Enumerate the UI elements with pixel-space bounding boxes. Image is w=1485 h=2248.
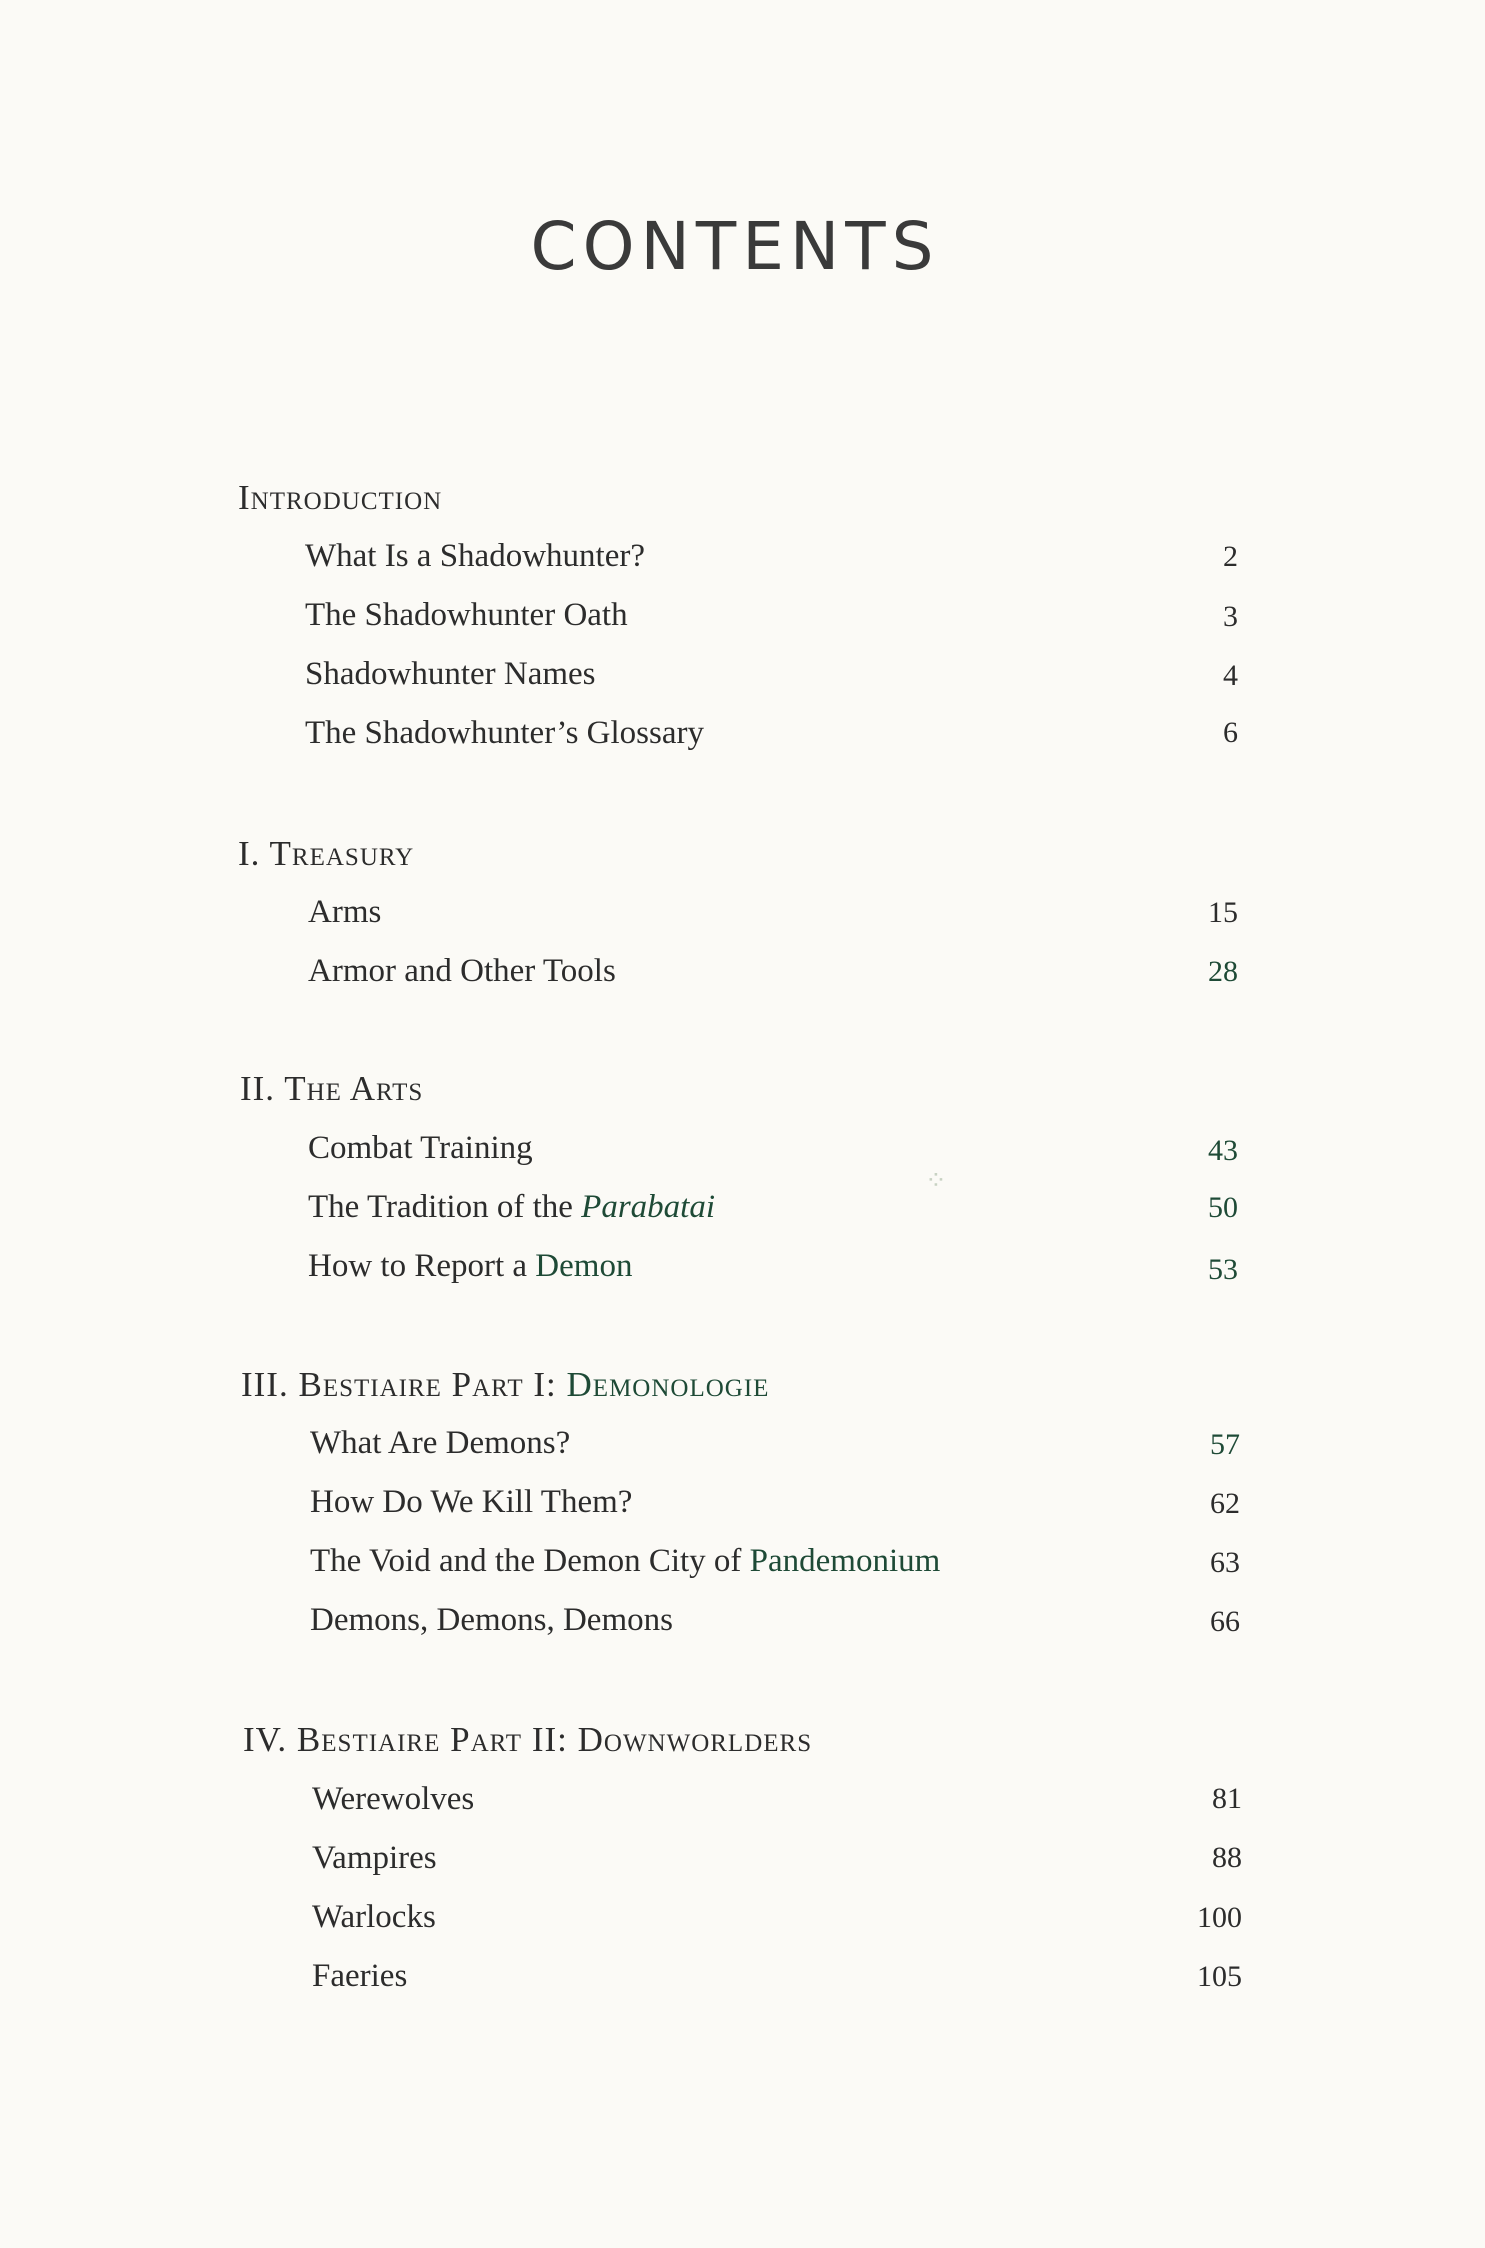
toc-entry[interactable]: Werewolves [312,1781,475,1817]
page-number: 66 [1210,1605,1240,1638]
toc-entry[interactable]: Faeries [312,1958,408,1994]
page-number: 3 [1223,600,1238,633]
toc-entry[interactable]: The Shadowhunter Oath [305,597,628,633]
page-number: 15 [1208,896,1238,929]
page-number: 81 [1212,1782,1242,1815]
toc-entry[interactable]: The Tradition of the Parabatai [308,1189,715,1225]
toc-entry[interactable]: What Is a Shadowhunter? [305,538,645,574]
page-number: 63 [1210,1546,1240,1579]
page-number: 105 [1197,1960,1242,1993]
page-number: 53 [1208,1253,1238,1286]
section-heading-downworlders: IV. Bestiaire Part II: Downworlders [243,1720,813,1759]
toc-entry[interactable]: The Shadowhunter’s Glossary [305,715,704,751]
toc-entry[interactable]: Arms [308,894,382,930]
page-number: 88 [1212,1841,1242,1874]
page-number: 6 [1223,716,1238,749]
page-title: CONTENTS [530,208,940,285]
section-heading-the-arts: II. The Arts [240,1069,424,1108]
toc-entry[interactable]: Armor and Other Tools [308,953,616,989]
page-number: 2 [1223,540,1238,573]
page-number: 57 [1210,1428,1240,1461]
toc-entry[interactable]: How Do We Kill Them? [310,1484,633,1520]
page-number: 50 [1208,1191,1238,1224]
toc-entry[interactable]: What Are Demons? [310,1425,571,1461]
toc-entry[interactable]: Shadowhunter Names [305,656,596,692]
toc-entry[interactable]: Demons, Demons, Demons [310,1602,673,1638]
toc-entry[interactable]: Warlocks [312,1899,436,1935]
page-number: 100 [1197,1901,1242,1934]
section-heading-introduction: Introduction [238,478,443,517]
section-heading-demonologie: III. Bestiaire Part I: Demonologie [241,1365,770,1404]
toc-entry[interactable]: Vampires [312,1840,437,1876]
page-number: 43 [1208,1134,1238,1167]
toc-entry[interactable]: Combat Training [308,1130,533,1166]
toc-entry[interactable]: The Void and the Demon City of Pandemonium [310,1543,941,1579]
page-number: 28 [1208,955,1238,988]
ink-speck-mark: ⁘ [925,1166,947,1196]
page-number: 4 [1223,659,1238,692]
page-number: 62 [1210,1487,1240,1520]
toc-entry[interactable]: How to Report a Demon [308,1248,633,1284]
section-heading-treasury: I. Treasury [238,834,415,873]
